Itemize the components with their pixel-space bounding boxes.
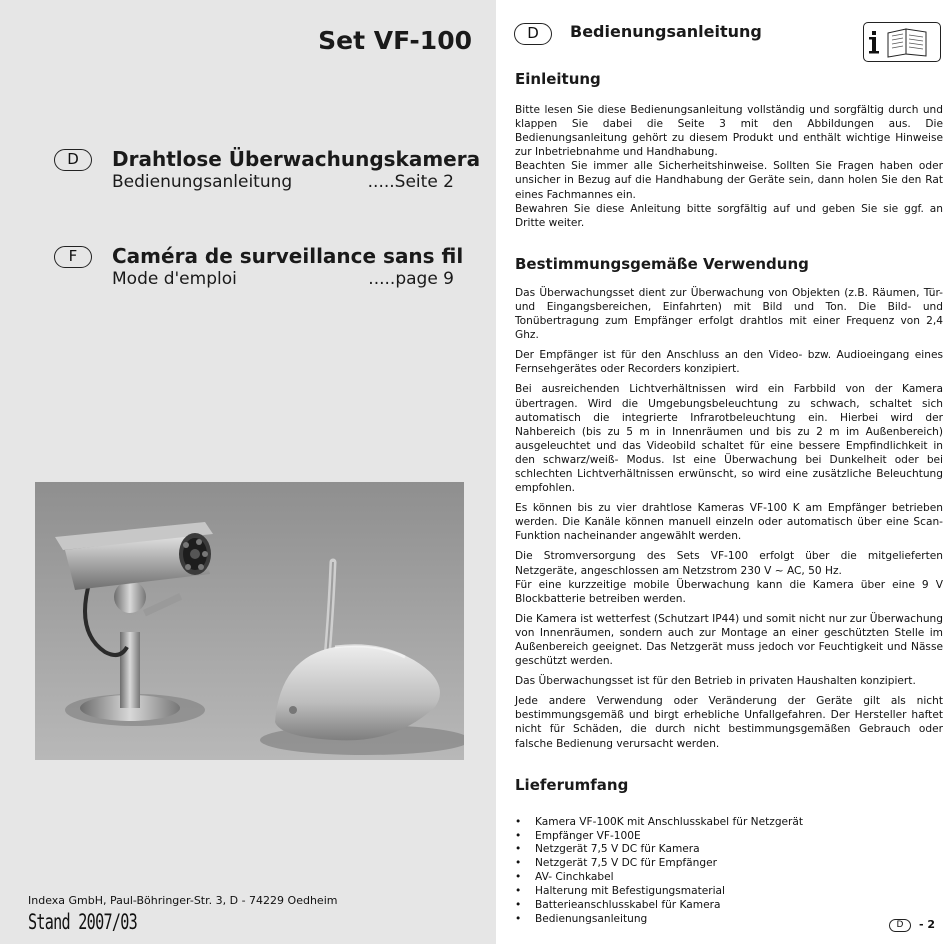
list-item: • Batterieanschlusskabel für Kamera <box>515 899 943 913</box>
list-item: • Empfänger VF-100E <box>515 830 943 844</box>
delivery-list <box>515 816 943 927</box>
heading-verwendung: Bestimmungsgemäße Verwendung <box>515 254 809 273</box>
list-item: • Halterung mit Befestigungsmaterial <box>515 885 943 899</box>
title-german: Drahtlose Überwachungskamera <box>112 147 481 171</box>
title-french: Caméra de surveillance sans fil <box>112 244 464 268</box>
paragraph: Bewahren Sie diese Anleitung bitte sorgfältig auf und geben Sie sie ggf. an Dritte weiter. <box>515 202 943 229</box>
info-icon-graphic <box>864 23 939 60</box>
info-manual-icon <box>863 22 941 62</box>
page-ref-german: .....Seite 2 <box>367 172 454 192</box>
toc-entry-german[interactable] <box>112 172 454 192</box>
product-photo <box>35 482 464 760</box>
edition-stamp: Stand 2007/03 <box>28 910 137 934</box>
heading-einleitung: Einleitung <box>515 70 601 88</box>
subtitle-french: Mode d'emploi <box>112 269 237 289</box>
language-badge-fr: F <box>54 246 92 268</box>
header-title: Bedienungsanleitung <box>570 22 762 41</box>
page-number: - 2 <box>919 918 936 931</box>
paragraph: Das Überwachungsset ist für den Betrieb in privaten Haushalten konzipiert. <box>515 675 916 688</box>
paragraph: Die Stromversorgung des Sets VF-100 erfolgt über die mitgelieferten Netzgeräte, angeschlossen am Netzstrom 230 V ~ AC, 50 Hz. <box>515 550 943 577</box>
paragraph: Es können bis zu vier drahtlose Kameras VF-100 K am Empfänger betrieben werden. Die Kanäle können manuell einzeln oder automatisch über eine Scan- Funktion nacheinander angewählt werden. <box>515 502 943 543</box>
manual-content <box>515 70 943 927</box>
list-item: • Netzgerät 7,5 V DC für Empfänger <box>515 857 943 871</box>
list-item: • AV- Cinchkabel <box>515 871 943 885</box>
paragraph: Bei ausreichenden Lichtverhältnissen wird ein Farbbild von der Kamera übertragen. Wird die Umgebungsbeleuchtung zu schwach, schaltet sich automatisch die integrierte Infrarotbeleuchtung ein. Hierbei wird der Nahbereich (bis zu 5 m in Innenräumen und bis zu 2 m im Außenbereich) ausgeleuchtet und das Videobild schaltet für eine bessere Empfindlichkeit in den schwarz/weiß- Modus. Ist eine Überwachung bei Dunkelheit oder bei schlechten Lichtverhältnissen erwünscht, so wird eine zusätzliche Beleuchtung empfohlen. <box>515 383 943 495</box>
paragraph: Jede andere Verwendung oder Veränderung der Geräte gilt als nicht bestimmungsgemäß und birgt erhebliche Unfallgefahren. Der Hersteller haftet nicht für Schäden, die durch nicht bestimmungsgemäßen Gebrauch oder falsche Bedienung verursacht werden. <box>515 695 943 750</box>
set-title: Set VF-100 <box>318 26 472 55</box>
paragraph: Beachten Sie immer alle Sicherheitshinweise. Sollten Sie Fragen haben oder unsicher in Bezug auf die Handhabung der Geräte sein, dann holen Sie den Rat eines Fachmannes ein. <box>515 160 943 201</box>
paragraph: Der Empfänger ist für den Anschluss an den Video- bzw. Audioeingang eines Fernsehgerätes oder Recorders konzipiert. <box>515 349 943 376</box>
paragraph: Für eine kurzzeitige mobile Überwachung kann die Kamera über eine 9 V Blockbatterie betreiben werden. <box>515 578 943 605</box>
manual-page <box>496 0 950 944</box>
toc-entry-french[interactable] <box>112 269 454 289</box>
language-badge-header: D <box>514 23 552 45</box>
language-badge-de: D <box>54 149 92 171</box>
heading-lieferumfang: Lieferumfang <box>515 775 629 794</box>
paragraph: Die Kamera ist wetterfest (Schutzart IP44) und somit nicht nur zur Überwachung von Innenräumen, sondern auch zur Montage an einer geschützten Stelle im Außenbereich geeignet. Das Netzgerät muss jedoch vor Feuchtigkeit und Nässe geschützt werden. <box>515 612 943 668</box>
paragraph: Bitte lesen Sie diese Bedienungsanleitung vollständig und sorgfältig durch und klappen Sie dabei die Seite 3 mit den Abbildungen aus. Die Bedienungsanleitung gehört zu diesem Produkt und enthält wichtige Hinweise zur Inbetriebnahme und Handhabung. <box>515 104 943 159</box>
paragraph: Das Überwachungsset dient zur Überwachung von Objekten (z.B. Räumen, Tür- und Eingangsbereichen, Einfahrten) mit Bild und Ton. Die Bild- und Tonübertragung zum Empfänger erfolgt drahtlos mit einer Frequenz von 2,4 Ghz. <box>515 286 943 342</box>
page-ref-french: .....page 9 <box>368 269 454 289</box>
footer-language-badge: D <box>889 919 911 932</box>
company-address: Indexa GmbH, Paul-Böhringer-Str. 3, D - 74229 Oedheim <box>28 894 338 907</box>
list-item: • Bedienungsanleitung <box>515 913 943 927</box>
list-item: • Kamera VF-100K mit Anschlusskabel für Netzgerät <box>515 816 943 830</box>
subtitle-german: Bedienungsanleitung <box>112 172 293 192</box>
list-item: • Netzgerät 7,5 V DC für Kamera <box>515 843 943 857</box>
